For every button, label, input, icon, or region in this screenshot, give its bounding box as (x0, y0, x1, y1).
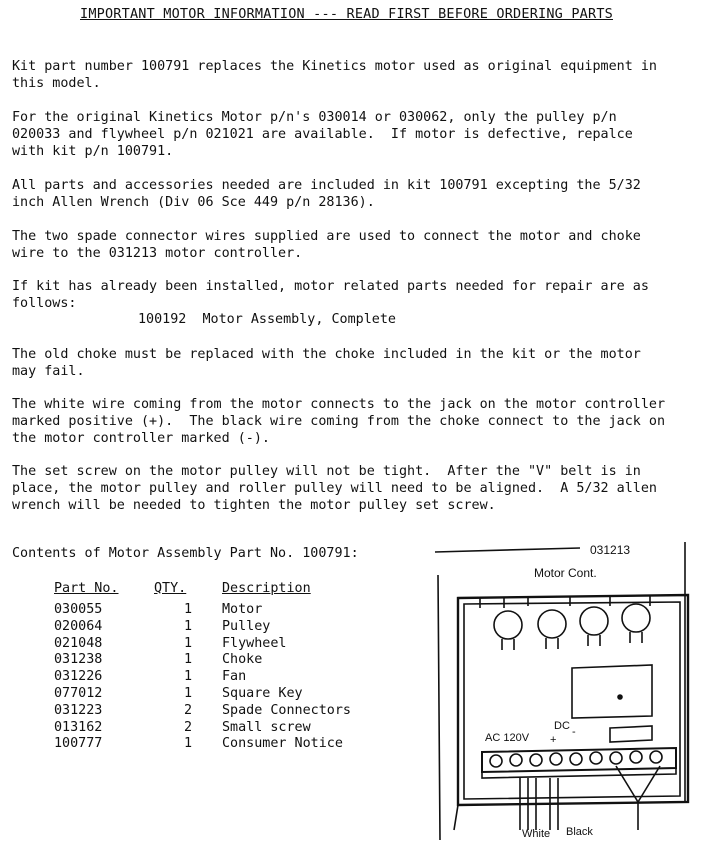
table-row (54, 636, 392, 653)
cell-part-no: 031238 (54, 652, 103, 668)
cell-description: Motor (222, 602, 263, 617)
table-row (54, 736, 392, 753)
diagram-minus-label: - (572, 726, 576, 738)
table-row (54, 652, 392, 669)
repair-item: 100192 Motor Assembly, Complete (138, 312, 396, 327)
table-header-row (54, 580, 392, 602)
cell-qty: 1 (183, 602, 193, 617)
cell-qty: 1 (183, 618, 193, 634)
cell-part-no: 031223 (54, 702, 103, 718)
cell-part-no: 021048 (54, 635, 103, 651)
cell-part-no: 100777 (54, 736, 103, 752)
table-row (54, 720, 392, 737)
paragraph-repair-parts: If kit has already been installed, motor related parts needed for repair are as follows: (12, 279, 649, 311)
cell-description: Choke (222, 652, 263, 668)
cell-qty: 2 (183, 719, 193, 735)
paragraph-kit-replacement: Kit part number 100791 replaces the Kinetics motor used as original equipment in this model. (12, 59, 657, 91)
cell-qty: 1 (183, 652, 193, 668)
cell-qty: 1 (183, 685, 193, 701)
parts-table-body (54, 602, 392, 753)
parts-table (54, 580, 392, 753)
contents-title: Contents of Motor Assembly Part No. 100791: (12, 546, 359, 561)
cell-part-no: 020064 (54, 618, 103, 634)
table-row (54, 686, 392, 703)
table-row (54, 619, 392, 636)
cell-description: Fan (222, 669, 247, 685)
cell-qty: 2 (183, 702, 193, 718)
diagram-controller-label: Motor Cont. (534, 566, 597, 580)
cell-qty: 1 (183, 635, 193, 651)
cell-part-no: 013162 (54, 719, 103, 735)
diagram-black-label: Black (566, 826, 593, 838)
cell-qty: 1 (183, 669, 193, 685)
cell-description: Spade Connectors (222, 702, 351, 718)
cell-description: Square Key (222, 685, 303, 701)
paragraph-wiring: The white wire coming from the motor connects to the jack on the motor controller marked positive (+). The black wire coming from the choke connect to the jack on the motor controller marked (-). (12, 397, 666, 446)
diagram-plus-label: + (550, 734, 557, 746)
cell-part-no: 030055 (54, 602, 103, 617)
header-part-no: Part No. (54, 580, 119, 596)
paragraph-old-choke: The old choke must be replaced with the choke included in the kit or the motor may fail. (12, 347, 641, 379)
cell-description: Consumer Notice (222, 736, 343, 752)
table-row (54, 669, 392, 686)
cell-description: Small screw (222, 719, 311, 735)
table-row (54, 703, 392, 720)
cell-qty: 1 (183, 736, 193, 752)
cell-part-no: 031226 (54, 669, 103, 685)
paragraph-set-screw: The set screw on the motor pulley will not be tight. After the "V" belt is in place, the motor pulley and roller pulley will need to be aligned. A 5/32 allen wrench will be needed to tighten the motor pulley set screw. (12, 464, 657, 513)
diagram-ac-label: AC 120V (485, 732, 530, 744)
cell-description: Pulley (222, 618, 271, 634)
paragraph-spade-connectors: The two spade connector wires supplied are used to connect the motor and choke wire to the 031213 motor controller. (12, 229, 641, 261)
motor-controller-diagram (430, 540, 700, 845)
header-description: Description (222, 580, 311, 596)
cell-part-no: 077012 (54, 685, 103, 701)
paragraph-original-motor: For the original Kinetics Motor p/n's 030014 or 030062, only the pulley p/n 020033 and flywheel p/n 021021 are available. If motor is defective, repalce with kit p/n 100791. (12, 110, 633, 159)
cell-description: Flywheel (222, 635, 287, 651)
header-qty: QTY. (154, 580, 187, 596)
diagram-white-label: White (522, 828, 551, 840)
page-title: IMPORTANT MOTOR INFORMATION --- READ FIRST BEFORE ORDERING PARTS (80, 6, 613, 22)
diagram-dc-label: DC (554, 720, 570, 732)
diagram-part-number: 031213 (590, 543, 631, 557)
table-row (54, 602, 392, 619)
motor-controller-drawing (430, 540, 700, 845)
paragraph-parts-included: All parts and accessories needed are included in kit 100791 excepting the 5/32 inch Allen Wrench (Div 06 Sce 449 p/n 28136). (12, 178, 641, 210)
